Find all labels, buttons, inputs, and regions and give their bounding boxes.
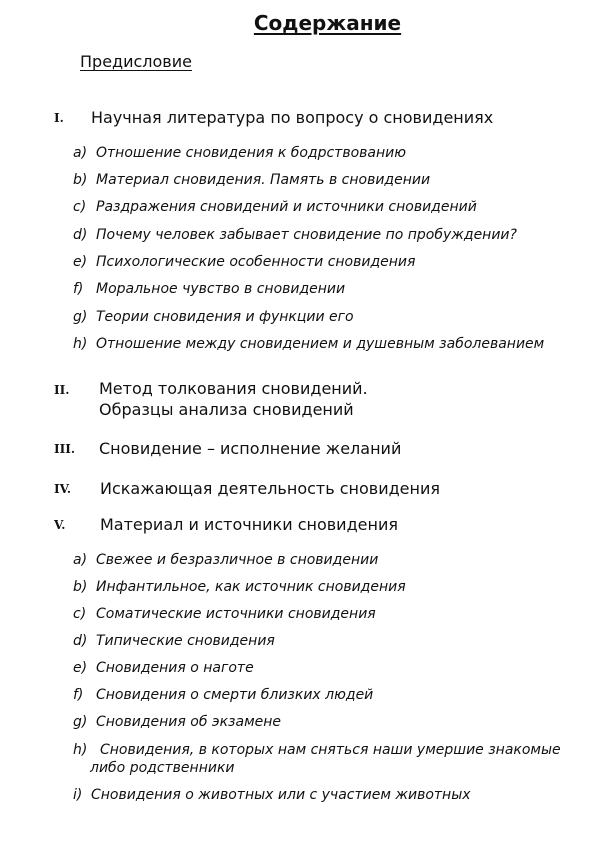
subitem-1c-text[interactable]: Раздражения сновидений и источники сновидений: [96, 199, 477, 215]
subitem-5b-text[interactable]: Инфантильное, как источник сновидения: [96, 579, 406, 595]
chapter-2-title-line-1[interactable]: Метод толкования сновидений.: [99, 379, 368, 398]
subitem-5i-text[interactable]: Сновидения о животных или с участием животных: [91, 787, 471, 803]
subitem-1h-text[interactable]: Отношение между сновидением и душевным заболеванием: [96, 336, 545, 352]
subitem-1e-letter: e): [73, 254, 88, 270]
subitem-5f-letter: f): [73, 687, 84, 703]
chapter-1-numeral: I.: [54, 111, 64, 125]
subitem-5i-letter: i): [73, 787, 83, 803]
subitem-1f-text[interactable]: Моральное чувство в сновидении: [96, 281, 346, 297]
subitem-1d-text[interactable]: Почему человек забывает сновидение по пробуждении?: [96, 227, 517, 243]
chapter-4-numeral: IV.: [54, 482, 72, 496]
chapter-4-title[interactable]: Искажающая деятельность сновидения: [100, 479, 441, 498]
subitem-5c-text[interactable]: Соматические источники сновидения: [96, 606, 376, 622]
subitem-1a-text[interactable]: Отношение сновидения к бодрствованию: [96, 145, 407, 161]
subitem-5h-letter: h): [73, 742, 88, 758]
subitem-1a-letter: a): [73, 145, 88, 161]
subitem-5e-letter: e): [73, 660, 88, 676]
subitem-1b-letter: b): [73, 172, 88, 188]
subitem-5h-text[interactable]: Сновидения, в которых нам сняться наши умершие знакомые: [100, 742, 561, 758]
subitem-5d-text[interactable]: Типические сновидения: [96, 633, 275, 649]
chapter-1-title[interactable]: Научная литература по вопросу о сновидениях: [91, 108, 494, 127]
preface-link[interactable]: Предисловие: [80, 52, 192, 71]
subitem-1c-letter: c): [73, 199, 87, 215]
subitem-1b-text[interactable]: Материал сновидения. Память в сновидении: [96, 172, 431, 188]
subitem-1e-text[interactable]: Психологические особенности сновидения: [96, 254, 416, 270]
subitem-1f-letter: f): [73, 281, 84, 297]
chapter-3-title[interactable]: Сновидение – исполнение желаний: [99, 439, 402, 458]
chapter-5-title[interactable]: Материал и источники сновидения: [100, 515, 398, 534]
subitem-1d-letter: d): [73, 227, 88, 243]
subitem-5d-letter: d): [73, 633, 88, 649]
subitem-5a-text[interactable]: Свежее и безразличное в сновидении: [96, 552, 379, 568]
page-title: Содержание: [253, 11, 402, 35]
subitem-5e-text[interactable]: Сновидения о наготе: [96, 660, 254, 676]
subitem-5c-letter: c): [73, 606, 87, 622]
subitem-1g-text[interactable]: Теории сновидения и функции его: [96, 309, 354, 325]
subitem-5b-letter: b): [73, 579, 88, 595]
subitem-1g-letter: g): [73, 309, 88, 325]
chapter-2-numeral: II.: [54, 383, 70, 397]
subitem-5a-letter: a): [73, 552, 88, 568]
subitem-5g-letter: g): [73, 714, 88, 730]
subitem-5f-text[interactable]: Сновидения о смерти близких людей: [96, 687, 374, 703]
chapter-2-title-line-2[interactable]: Образцы анализа сновидений: [99, 400, 354, 419]
subitem-5h-continuation[interactable]: либо родственники: [90, 760, 235, 776]
chapter-5-numeral: V.: [54, 518, 66, 532]
subitem-1h-letter: h): [73, 336, 88, 352]
subitem-5g-text[interactable]: Сновидения об экзамене: [96, 714, 282, 730]
chapter-3-numeral: III.: [54, 442, 76, 456]
